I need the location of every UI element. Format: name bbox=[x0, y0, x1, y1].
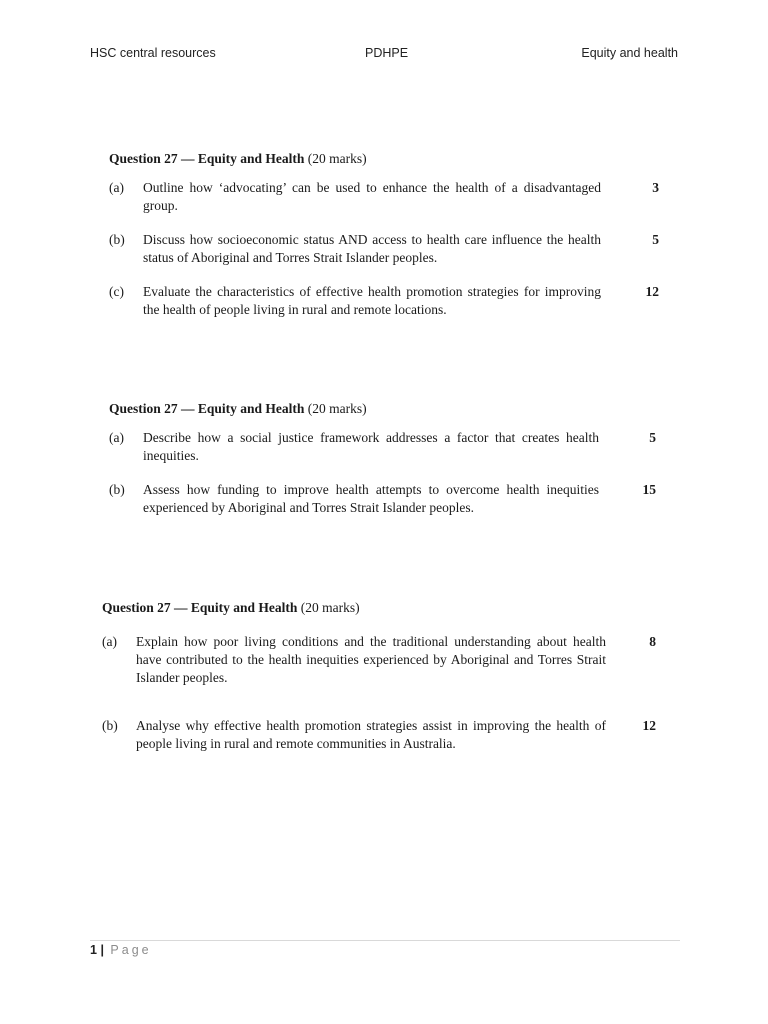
question-part-b bbox=[109, 481, 656, 517]
part-label: (a) bbox=[102, 634, 117, 649]
question-block-3 bbox=[102, 599, 657, 769]
part-text: Evaluate the characteristics of effective health promotion strategies for improving the health of people living in rural and remote locations. bbox=[143, 284, 601, 317]
question-title-bold: Question 27 — Equity and Health bbox=[102, 600, 298, 615]
page-number: 1 bbox=[90, 943, 97, 957]
part-label: (a) bbox=[109, 430, 124, 445]
part-marks: 8 bbox=[649, 634, 656, 649]
question-title-bold: Question 27 — Equity and Health bbox=[109, 401, 305, 416]
page-footer bbox=[90, 943, 152, 957]
part-label: (b) bbox=[102, 718, 118, 733]
question-part-a bbox=[109, 179, 659, 215]
part-label: (c) bbox=[109, 284, 124, 299]
part-text: Outline how ‘advocating’ can be used to enhance the health of a disadvantaged group. bbox=[143, 180, 601, 213]
part-text: Analyse why effective health promotion strategies assist in improving the health of people living in rural and remote communities in Australia. bbox=[136, 718, 606, 751]
question-block-1 bbox=[109, 150, 659, 335]
question-title bbox=[109, 150, 653, 168]
header-center-text: PDHPE bbox=[365, 46, 409, 60]
header-left-text: HSC central resources bbox=[90, 46, 216, 60]
footer-divider bbox=[90, 940, 680, 941]
part-marks: 3 bbox=[652, 180, 659, 195]
part-marks: 15 bbox=[642, 482, 656, 497]
part-marks: 12 bbox=[642, 718, 656, 733]
question-title-bold: Question 27 — Equity and Health bbox=[109, 151, 305, 166]
question-part-a bbox=[109, 429, 656, 465]
part-text: Assess how funding to improve health attempts to overcome health inequities experienced by Aboriginal and Torres Strait Islander peoples. bbox=[143, 482, 599, 515]
question-block-2 bbox=[109, 400, 656, 533]
question-title bbox=[102, 599, 657, 617]
question-title bbox=[109, 400, 653, 418]
header-right-text: Equity and health bbox=[581, 46, 678, 60]
part-label: (a) bbox=[109, 180, 124, 195]
part-marks: 5 bbox=[652, 232, 659, 247]
part-text: Explain how poor living conditions and the traditional understanding about health have contributed to the health inequities experienced by Aboriginal and Torres Strait Islander peoples. bbox=[136, 634, 606, 685]
question-part-b bbox=[102, 717, 657, 753]
question-part-b bbox=[109, 231, 659, 267]
question-title-marks: (20 marks) bbox=[307, 401, 367, 416]
part-label: (b) bbox=[109, 482, 125, 497]
question-part-a bbox=[102, 633, 657, 687]
footer-separator: | bbox=[100, 943, 104, 957]
part-text: Describe how a social justice framework addresses a factor that creates health inequities. bbox=[143, 430, 599, 463]
page-word: Page bbox=[110, 943, 152, 957]
question-title-marks: (20 marks) bbox=[300, 600, 360, 615]
part-label: (b) bbox=[109, 232, 125, 247]
part-marks: 12 bbox=[645, 284, 659, 299]
question-part-c bbox=[109, 283, 659, 319]
part-marks: 5 bbox=[649, 430, 656, 445]
part-text: Discuss how socioeconomic status AND access to health care influence the health status of Aboriginal and Torres Strait Islander peoples. bbox=[143, 232, 601, 265]
question-title-marks: (20 marks) bbox=[307, 151, 367, 166]
page-header bbox=[90, 46, 678, 64]
